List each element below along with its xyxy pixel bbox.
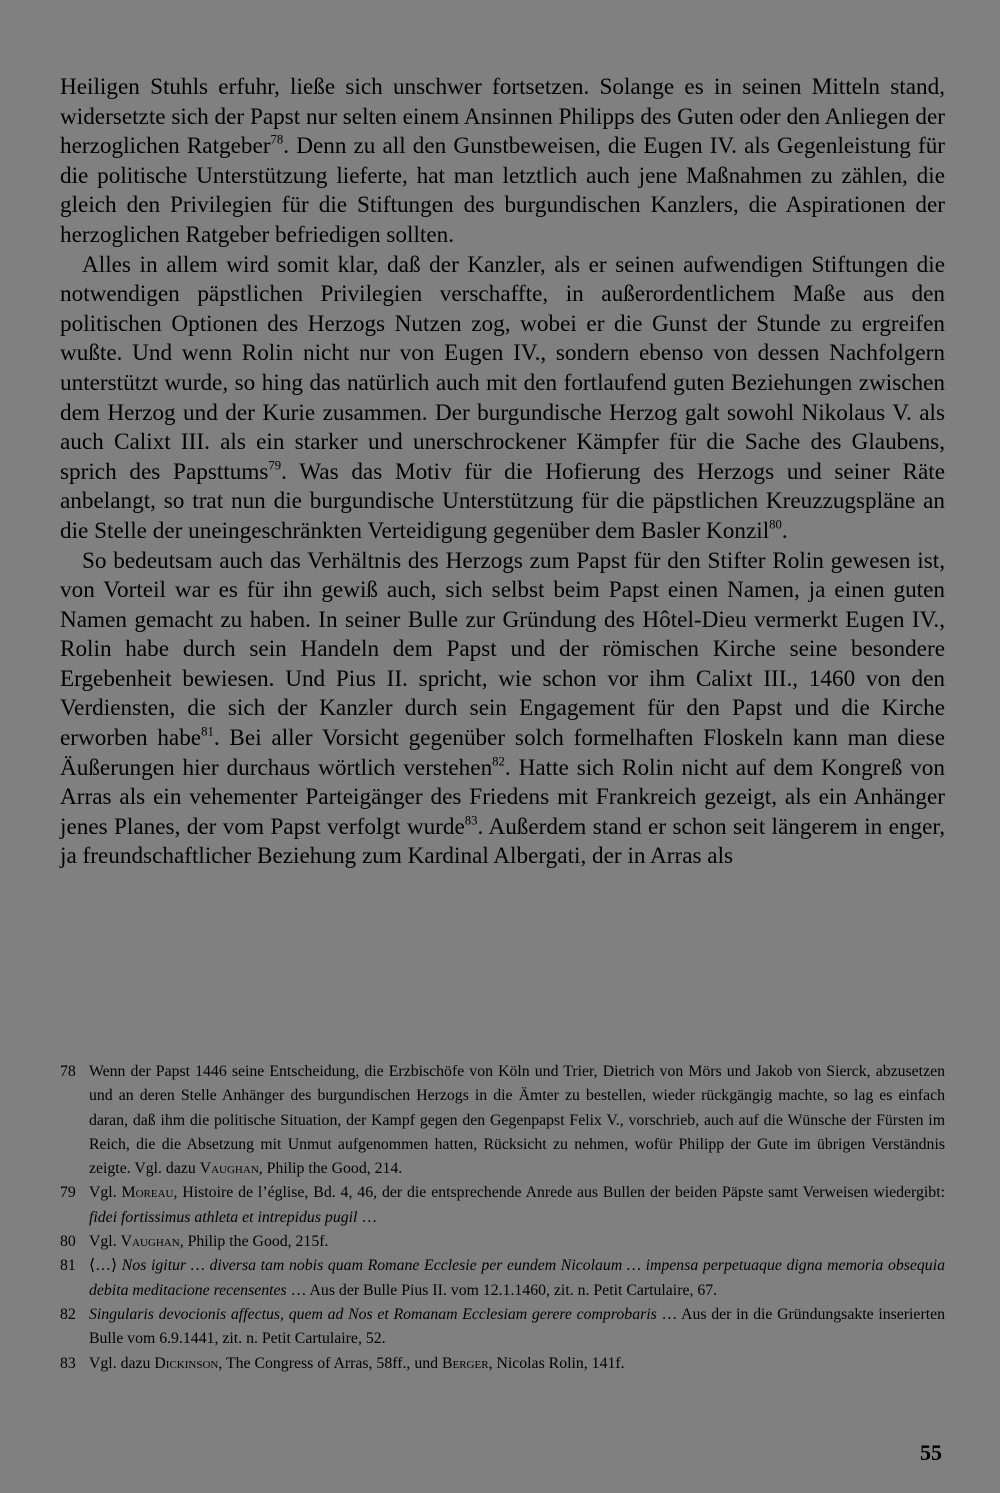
text-run: . Hatte sich Rolin nicht auf dem Kongreß von Arras als ein vehementer Parteigänger des Friedens mit Frankreich gezeigt, als ein Anhänger jenes Planes, der vom Papst verfolgt wurde	[60, 754, 945, 840]
footnote-number: 83	[60, 1354, 76, 1372]
text-run: Vgl. dazu	[89, 1354, 155, 1372]
text-run: , Nicolas Rolin, 141f.	[488, 1354, 625, 1372]
text-run: . Außerdem stand er schon seit längerem in enger, ja freundschaftlicher Beziehung zum Kardinal Albergati, der in Arras als	[60, 813, 945, 870]
text-run: … Aus der Bulle Pius II. vom 12.1.1460, zit. n. Petit Cartulaire, 67.	[286, 1281, 718, 1299]
footnote-ref: 79	[268, 458, 282, 473]
text-run: , The Congress of Arras, 58ff., und	[218, 1354, 442, 1372]
footnote-number: 81	[60, 1257, 76, 1275]
footnote-number: 78	[60, 1063, 76, 1080]
text-run: , Philip the Good, 215f.	[179, 1233, 329, 1251]
footnote	[60, 1230, 945, 1254]
footnote	[60, 1060, 945, 1181]
text-run: Vgl.	[89, 1233, 121, 1251]
footnote-ref: 78	[270, 132, 284, 147]
author-name: Vaughan	[120, 1233, 180, 1251]
footnotes	[60, 1060, 945, 1376]
text-run: Wenn der Papst 1446 seine Entscheidung, die Erzbischöfe von Köln und Trier, Dietrich von Mörs und Jakob von Sierck, abzusetzen und an deren Stelle Anhänger des burgundischen Herzogs in die Ämter zu bestellen, wieder rückgängig machte, so lag es einfach daran, daß ihm die politische Situation, der Kampf gegen den Gegenpapst Felix V., vorschrieb, auch auf die Wünsche der Fürsten im Reich, die die Absetzung mit Unmut aufgenommen hatten, Rücksicht zu nehmen, wofür Philipp der Gute im übrigen Verständnis zeigte. Vgl. dazu	[89, 1063, 945, 1178]
text-run: , Histoire de l’église, Bd. 4, 46, der die entsprechende Anrede aus Bullen der beiden Päpste samt Verweisen wiedergibt:	[173, 1184, 945, 1202]
italic-text: Nos igitur … diversa tam nobis quam Romane Ecclesie per eundem Nicolaum … impensa perpetuaque digna memoria obsequia debita meditacione recensentes	[89, 1257, 945, 1299]
paragraph	[60, 73, 945, 251]
italic-text: fidei fortissimus athleta et intrepidus pugil	[89, 1208, 358, 1226]
text-run: Alles in allem wird somit klar, daß der Kanzler, als er seinen aufwendigen Stiftungen die notwendigen päpstlichen Privilegien verschaffte, in außerordentlichem Maße aus den politischen Optionen des Herzogs Nutzen zog, wobei er die Gunst der Stunde zu ergreifen wußte. Und wenn Rolin nicht nur von Eugen IV., sondern ebenso von dessen Nachfolgern unterstützt wurde, so hing das natürlich auch mit den fortlaufend guten Beziehungen zwischen dem Herzog und der Kurie zusammen. Der burgundische Herzog galt sowohl Nikolaus V. als auch Calixt III. als ein starker und unerschrockener Kämpfer für die Sache des Glaubens, sprich des Papsttums	[60, 251, 945, 485]
footnote	[60, 1181, 945, 1230]
footnote-number: 82	[60, 1305, 76, 1323]
italic-text: Singularis devocionis affectus, quem ad Nos et Romanam Ecclesiam gerere comprobaris	[89, 1305, 657, 1323]
text-run: . Denn zu all den Gunstbeweisen, die Eugen IV. als Gegenleistung für die politische Unterstützung lieferte, hat man letztlich auch jene Maßnahmen zu zählen, die gleich den Privilegien für die Stiftungen des burgundischen Kanzlers, die Aspirationen der herzoglichen Ratgeber befriedigen sollten.	[60, 133, 946, 248]
footnote	[60, 1254, 945, 1303]
footnote-ref: 80	[769, 517, 782, 532]
text-run: So bedeutsam auch das Verhältnis des Herzogs zum Papst für den Stifter Rolin gewesen ist, von Vorteil war es für ihn gewiß auch, sich selbst beim Papst einen Namen, ja einen guten Namen gemacht zu haben. In seiner Bulle zur Gründung des Hôtel-Dieu vermerkt Eugen IV., Rolin habe durch sein Handeln dem Papst und der römischen Kirche seine besondere Ergebenheit bewiesen. Und Pius II. spricht, wie schon vor ihm Calixt III., 1460 von den Verdiensten, die sich der Kanzler durch sein Engagement für den Papst und die Kirche erworben habe	[60, 547, 945, 752]
footnote	[60, 1352, 945, 1376]
footnote-ref: 81	[201, 724, 214, 739]
author-name: Moreau	[121, 1184, 174, 1202]
text-run: , Philip the Good, 214.	[258, 1160, 403, 1178]
paragraph	[60, 251, 945, 547]
paragraph	[60, 547, 945, 873]
footnote-ref: 82	[492, 754, 505, 769]
text-run: … Aus der in die Gründungsakte inserierten Bulle vom 6.9.1441, zit. n. Petit Cartulaire, 52.	[89, 1305, 946, 1348]
text-run: .	[781, 517, 788, 544]
author-name: Dickinson	[154, 1354, 219, 1372]
footnote-number: 80	[60, 1233, 76, 1251]
text-run: …	[357, 1208, 378, 1226]
text-run: Heiligen Stuhls erfuhr, ließe sich unschwer fortsetzen. Solange es in seinen Mitteln stand, widersetzte sich der Papst nur selten einem Ansinnen Philipps des Guten oder den Anliegen der herzoglichen Ratgeber	[60, 74, 945, 160]
footnote-number: 79	[60, 1184, 76, 1202]
text-run: ⟨…⟩	[89, 1257, 122, 1275]
author-name: Vaughan	[199, 1160, 259, 1178]
main-text	[60, 73, 945, 872]
text-run: . Bei aller Vorsicht gegenüber solch formelhaften Floskeln kann man diese Äußerungen hier durchaus wörtlich verstehen	[60, 725, 945, 781]
page-number: 55	[920, 1440, 942, 1465]
footnote-ref: 83	[464, 813, 478, 828]
footnote	[60, 1303, 945, 1352]
author-name: Berger	[441, 1354, 489, 1372]
text-run: . Was das Motiv für die Hofierung des Herzogs und seiner Räte anbelangt, so trat nun die burgundische Unterstützung für die päpstlichen Kreuzzugspläne an die Stelle der uneingeschränkten Verteidigung gegenüber dem Basler Konzil	[60, 458, 945, 544]
text-run: Vgl.	[89, 1184, 122, 1202]
